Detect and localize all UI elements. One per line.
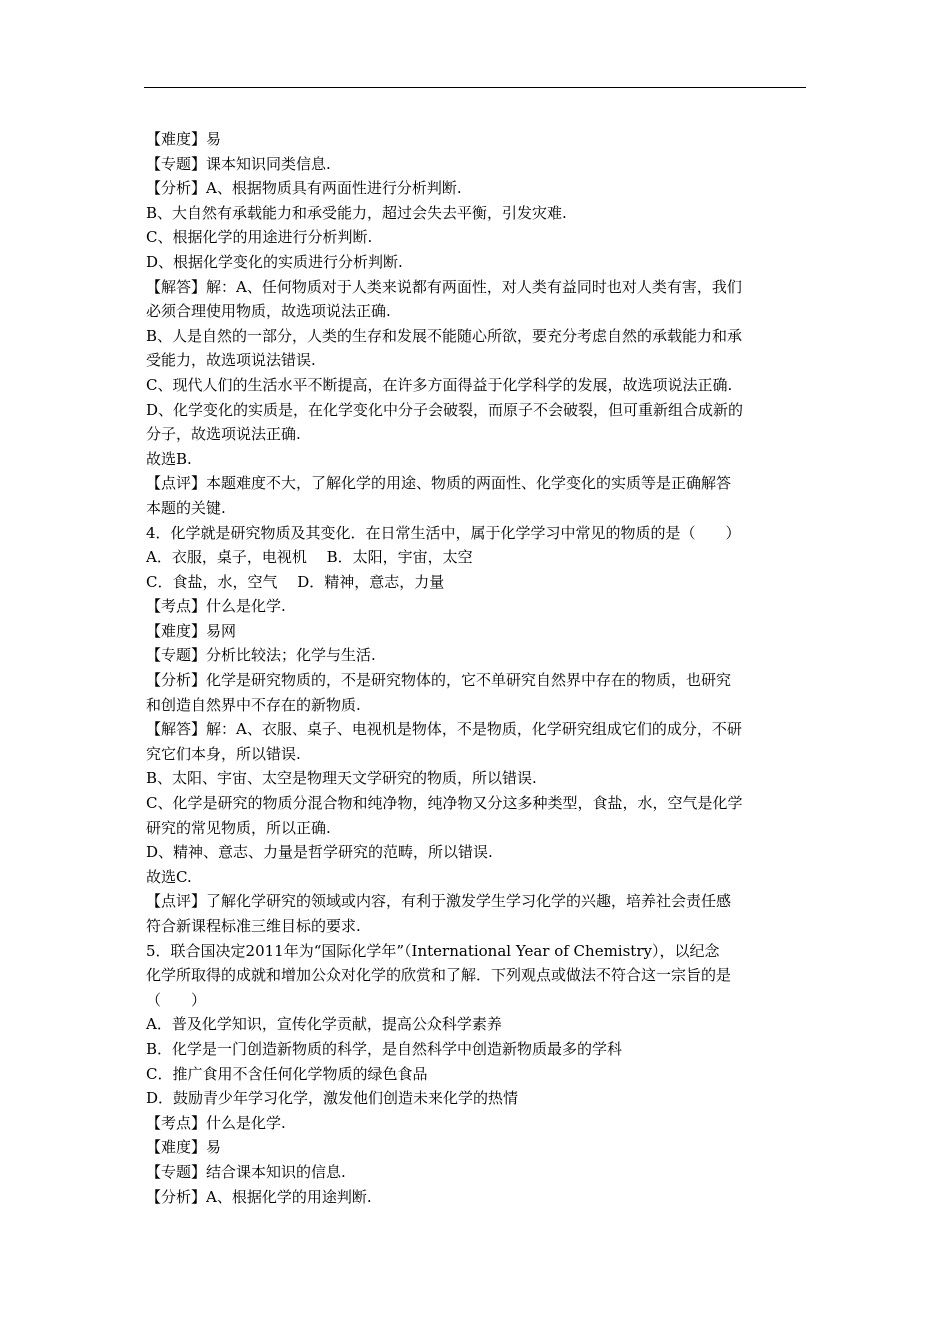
text-line: D、根据化学变化的实质进行分析判断.: [146, 252, 403, 271]
text-line: A．普及化学知识，宣传化学贡献，提高公众科学素养: [146, 1015, 502, 1034]
text-line: 【解答】解：A、任何物质对于人类来说都有两面性，对人类有益同时也对人类有害，我们: [146, 277, 742, 296]
text-line: 5．联合国决定2011年为“国际化学年”（International Year of Chemistry），以纪念: [146, 941, 720, 960]
header-rule: [144, 87, 806, 88]
text-line: 4．化学就是研究物质及其变化．在日常生活中，属于化学学习中常见的物质的是（ ）: [146, 523, 741, 542]
text-line: 受能力，故选项说法错误.: [146, 351, 316, 370]
text-line: D、精神、意志、力量是哲学研究的范畴，所以错误.: [146, 843, 493, 862]
text-line: D、化学变化的实质是，在化学变化中分子会破裂，而原子不会破裂，但可重新组合成新的: [146, 400, 744, 419]
text-line: A．衣服，桌子，电视机 B．太阳，宇宙，太空: [146, 548, 473, 567]
text-line: 和创造自然界中不存在的新物质.: [146, 695, 361, 714]
text-line: C．推广食用不含任何化学物质的绿色食品: [146, 1064, 428, 1083]
text-line: B．化学是一门创造新物质的科学，是自然科学中创造新物质最多的学科: [146, 1039, 623, 1058]
text-line: 【考点】什么是化学.: [146, 597, 286, 616]
text-line: 本题的关键.: [146, 498, 226, 517]
text-line: 【难度】易: [146, 130, 222, 148]
text-line: 【点评】本题难度不大，了解化学的用途、物质的两面性、化学变化的实质等是正确解答: [146, 474, 732, 493]
text-line: 【专题】分析比较法；化学与生活.: [146, 646, 376, 665]
text-line: B、太阳、宇宙、太空是物理天文学研究的物质，所以错误.: [146, 769, 537, 788]
text-line: 【难度】易网: [146, 621, 237, 640]
text-line: 【分析】A、根据物质具有两面性进行分析判断.: [146, 179, 462, 198]
text-line: C、根据化学的用途进行分析判断.: [146, 228, 373, 247]
text-line: B、人是自然的一部分，人类的生存和发展不能随心所欲，要充分考虑自然的承载能力和承: [146, 326, 743, 345]
document-body: [146, 127, 810, 1209]
text-line: 分子，故选项说法正确.: [146, 425, 301, 444]
text-line: 【分析】化学是研究物质的，不是研究物体的，它不单研究自然界中存在的物质，也研究: [146, 671, 732, 690]
text-line: C、化学是研究的物质分混合物和纯净物，纯净物又分这多种类型，食盐，水，空气是化学: [146, 794, 743, 813]
text-line: D．鼓励青少年学习化学，激发他们创造未来化学的热情: [146, 1089, 519, 1108]
text-line: 研究的常见物质，所以正确.: [146, 818, 331, 837]
text-line: 【考点】什么是化学.: [146, 1113, 286, 1132]
text-line: 故选C.: [146, 867, 192, 886]
text-line: （ ）: [146, 990, 207, 1009]
text-line: C、现代人们的生活水平不断提高，在许多方面得益于化学科学的发展，故选项说法正确.: [146, 375, 733, 394]
text-line: 符合新课程标准三维目标的要求.: [146, 917, 361, 935]
text-line: 【分析】A、根据化学的用途判断.: [146, 1187, 372, 1206]
text-line: 【专题】结合课本知识的信息.: [146, 1162, 346, 1181]
text-line: 【专题】课本知识同类信息.: [146, 154, 331, 173]
text-line: 故选B.: [146, 449, 192, 468]
text-line: 【点评】了解化学研究的领域或内容，有利于激发学生学习化学的兴趣，培养社会责任感: [146, 892, 732, 911]
text-line: 【难度】易: [146, 1138, 222, 1157]
text-line: C．食盐，水，空气 D．精神，意志，力量: [146, 572, 445, 591]
text-line: 必须合理使用物质，故选项说法正确.: [146, 302, 391, 321]
text-line: 【解答】解：A、衣服、桌子、电视机是物体，不是物质，化学研究组成它们的成分，不研: [146, 720, 742, 739]
text-line: B、大自然有承载能力和承受能力，超过会失去平衡，引发灾难.: [146, 203, 567, 222]
text-line: 化学所取得的成就和增加公众对化学的欣赏和了解．下列观点或做法不符合这一宗旨的是: [146, 966, 732, 985]
text-line: 究它们本身，所以错误.: [146, 744, 301, 763]
